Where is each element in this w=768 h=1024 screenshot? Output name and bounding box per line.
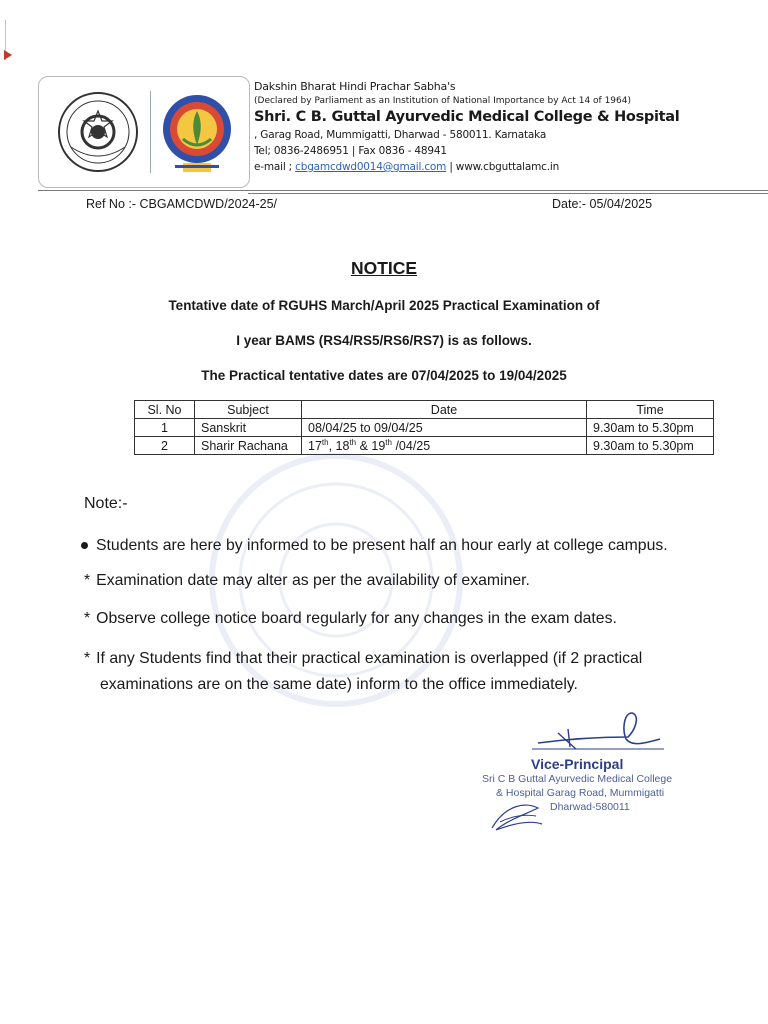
email-link[interactable]: cbgamcdwd0014@gmail.com xyxy=(295,161,447,173)
row-date: 17th, 18th & 19th /04/25 xyxy=(302,437,587,455)
organization-name: Dakshin Bharat Hindi Prachar Sabha's xyxy=(254,80,456,93)
logo-divider xyxy=(150,91,151,173)
row-sl-no: 1 xyxy=(135,419,195,437)
stamp-line: Sri C B Guttal Ayurvedic Medical College xyxy=(482,773,673,785)
bullet-icon xyxy=(81,542,88,549)
notice-title: NOTICE xyxy=(350,258,418,278)
email-label: e-mail ; xyxy=(254,161,296,173)
notice-line-3: The Practical tentative dates are 07/04/2025 to 19/04/2025 xyxy=(201,368,567,383)
initials-flourish-icon xyxy=(486,800,546,834)
header-time: Time xyxy=(587,401,714,419)
notice-date: Date:- 05/04/2025 xyxy=(552,197,653,211)
header-sl-no: Sl. No xyxy=(135,401,195,419)
letterhead-logo-box xyxy=(38,76,250,188)
stamp-line: Dharwad-580011 xyxy=(550,801,630,813)
table-header-row xyxy=(135,401,714,419)
note-item: * If any Students find that their practical examination is overlapped (if 2 practical examinations are on the same date) inform to the office immediately. xyxy=(84,650,643,693)
note-heading: Note:- xyxy=(84,495,128,512)
row-subject: Sanskrit xyxy=(195,419,302,437)
row-time: 9.30am to 5.30pm xyxy=(587,437,714,455)
note-item: Students are here by informed to be present half an hour early at college campus. xyxy=(84,533,668,559)
college-name: Shri. C B. Guttal Ayurvedic Medical College & Hospital xyxy=(254,109,680,125)
website-text: | www.cbguttalamc.in xyxy=(446,161,560,173)
header-date: Date xyxy=(302,401,587,419)
declaration-text: (Declared by Parliament as an Institution of National Importance by Act 14 of 1964) xyxy=(254,96,631,106)
note-item: * Observe college notice board regularly for any changes in the exam dates. xyxy=(84,610,617,627)
table-row xyxy=(135,419,714,437)
sabha-seal-icon xyxy=(57,91,139,173)
page-marker-icon xyxy=(4,50,12,60)
notice-line-1: Tentative date of RGUHS March/April 2025 Practical Examination of xyxy=(168,298,600,313)
reference-number: Ref No :- CBGAMCDWD/2024-25/ xyxy=(86,197,278,211)
stamp-line: & Hospital Garag Road, Mummigatti xyxy=(496,787,665,799)
college-address: , Garag Road, Mummigatti, Dharwad - 580011. Karnataka xyxy=(254,129,547,141)
notice-line-2: I year BAMS (RS4/RS5/RS6/RS7) is as follows. xyxy=(236,333,532,348)
college-phone: Tel; 0836-2486951 | Fax 0836 - 48941 xyxy=(254,145,447,157)
row-time: 9.30am to 5.30pm xyxy=(587,419,714,437)
row-subject: Sharir Rachana xyxy=(195,437,302,455)
header-subject: Subject xyxy=(195,401,302,419)
row-date: 08/04/25 to 09/04/25 xyxy=(302,419,587,437)
college-contact xyxy=(254,161,754,173)
signatory-title: Vice-Principal xyxy=(531,756,624,772)
header-rule-2 xyxy=(248,193,768,194)
note-item: * Examination date may alter as per the availability of examiner. xyxy=(84,572,530,589)
college-emblem-icon xyxy=(161,91,233,175)
schedule-table xyxy=(134,400,714,455)
row-sl-no: 2 xyxy=(135,437,195,455)
letterhead-text xyxy=(254,80,754,173)
header-rule xyxy=(38,190,768,191)
